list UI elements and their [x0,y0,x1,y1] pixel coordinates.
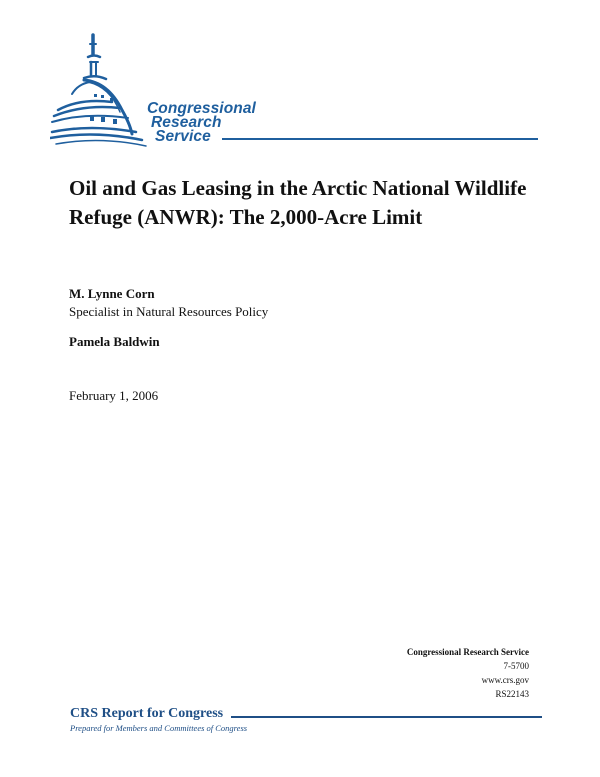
document-title: Oil and Gas Leasing in the Arctic National Wildlife Refuge (ANWR): The 2,000-Acre Limit [69,176,527,229]
footer-rule [231,716,542,718]
author-title: Specialist in Natural Resources Policy [69,304,269,319]
publication-date: February 1, 2006 [69,388,159,403]
footer-subtitle: Prepared for Members and Committees of Congress [70,723,248,733]
logo-text-service: Service [155,128,211,145]
crs-logo [50,32,550,147]
author-name: Pamela Baldwin [69,334,160,349]
logo-rule [222,138,538,140]
footer-title: CRS Report for Congress [70,706,224,721]
report-metadata [407,645,529,701]
phone-number: 7-5700 [503,661,529,671]
logo-text-congressional: Congressional [147,100,256,117]
organization-name: Congressional Research Service [406,647,529,657]
capitol-dome-icon [50,32,150,147]
report-number: RS22143 [495,689,529,699]
author-name: M. Lynne Corn [69,286,155,301]
logo-text-research: Research [151,114,222,131]
website-link[interactable]: www.crs.gov [481,675,529,685]
